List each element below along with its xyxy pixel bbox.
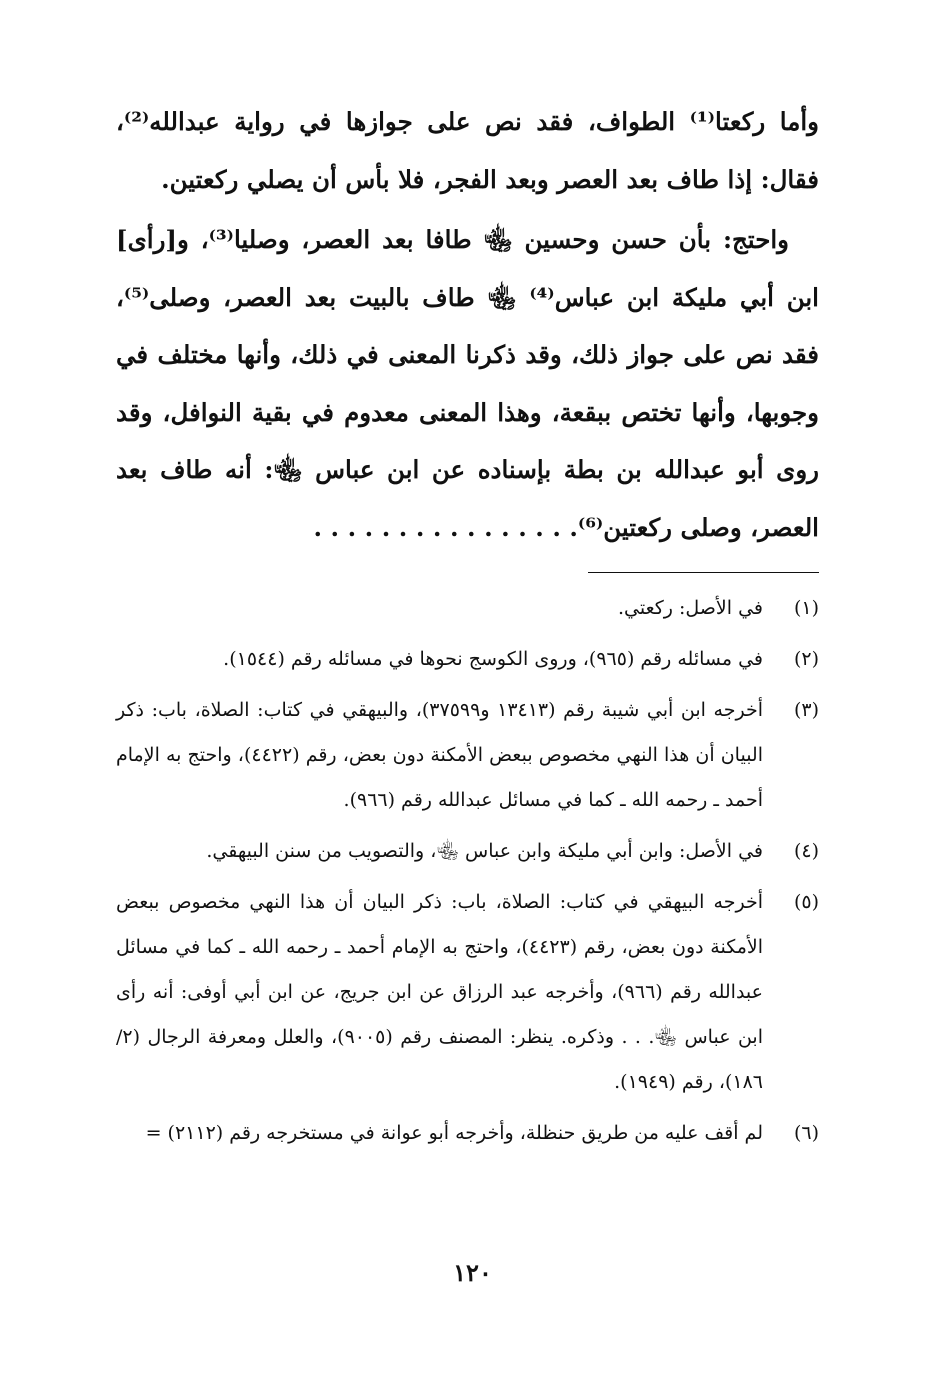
footnote-text: أخرجه البيهقي في كتاب: الصلاة، باب: ذكر البيان أن هذا النهي مخصوص ببعض الأمكنة دون بعض، رقم (٤٤٢٣)، واحتج به الإمام أحمد ـ رحمه الله ـ كما في مسائل عبدالله رقم (٩٦٦)، وأخرجه عبد الرزاق عن ابن جريج، عن ابن أبي أوفى: أنه رأى ابن عباس ﵄. . . وذكره. ينظر: المصنف رقم (٩٠٠٥)، والعلل ومعرفة الرجال (٢/ ١٨٦)، رقم (١٩٤٩).	[116, 891, 764, 1093]
footnote-3	[116, 688, 819, 823]
footnote-text: في الأصل: ركعتي.	[617, 597, 763, 619]
footnote-text: في مسائله رقم (٩٦٥)، وروى الكوسج نحوها في مسائله رقم (١٥٤٤).	[223, 648, 763, 670]
footnote-number: (٦)	[793, 1122, 819, 1144]
footnote-4	[116, 829, 819, 874]
footnote-text: لم أقف عليه من طريق حنظلة، وأخرجه أبو عوانة في مستخرجه رقم (٢١١٢) =	[145, 1122, 763, 1144]
footnote-1	[116, 586, 819, 631]
footnote-number: (٤)	[793, 840, 819, 862]
footnote-text: أخرجه ابن أبي شيبة رقم (١٣٤١٣ و٣٧٥٩٩)، والبيهقي في كتاب: الصلاة، باب: ذكر البيان أن هذا النهي مخصوص ببعض الأمكنة دون بعض، رقم (٤٤٢٢)، واحتج به الإمام أحمد ـ رحمه الله ـ كما في مسائل عبدالله رقم (٩٦٦).	[116, 699, 763, 811]
footnote-6	[116, 1111, 819, 1156]
footnote-number: (٥)	[793, 891, 819, 913]
footnote-number: (٢)	[793, 648, 819, 670]
footnote-number: (١)	[793, 597, 819, 619]
main-text-block	[116, 93, 819, 556]
footnote-separator	[588, 572, 819, 573]
footnote-text: في الأصل: وابن أبي مليكة وابن عباس ﵄، والتصويب من سنن البيهقي.	[206, 840, 763, 862]
footnote-5	[116, 880, 819, 1105]
body-paragraph-1: وأما ركعتا⁽¹⁾ الطواف، فقد نص على جوازها في رواية عبدالله⁽²⁾، فقال: إذا طاف بعد العصر وبعد الفجر، فلا بأس أن يصلي ركعتين.	[116, 107, 819, 194]
page-number: ١٢٠	[453, 1258, 492, 1287]
body-paragraph-2: واحتج: بأن حسن وحسين ﵄ طافا بعد العصر، وصليا⁽³⁾، و[رأى] ابن أبي مليكة ابن عباس⁽⁴⁾ ﵄ طاف بالبيت بعد العصر، وصلى⁽⁵⁾، فقد نص على جواز ذلك، وقد ذكرنا المعنى في ذلك، وأنها مختلف في وجوبها، وأنها تختص ببقعة، وهذا المعنى معدوم في بقية النوافل، وقد روى أبو عبدالله بن بطة بإسناده عن ابن عباس ﵄: أنه طاف بعد العصر، وصلى ركعتين⁽⁶⁾. . . . . . . . . . . . . . . .	[116, 225, 819, 542]
footnotes-section	[116, 586, 819, 1162]
footnote-2	[116, 637, 819, 682]
footnote-number: (٣)	[793, 699, 819, 721]
